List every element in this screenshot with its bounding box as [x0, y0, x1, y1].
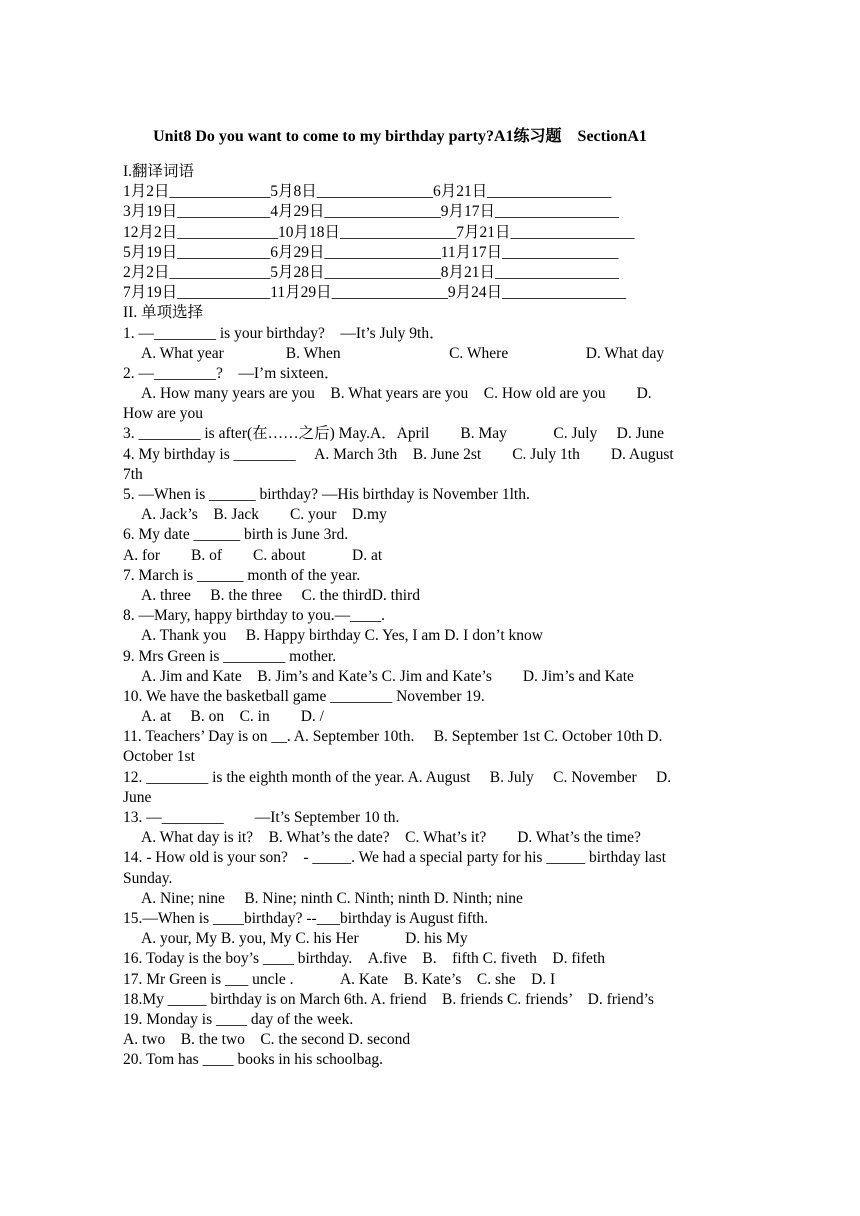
- text-line: II. 单项选择: [123, 304, 204, 322]
- text-line: 7月19日____________11月29日_______________9月24日________________: [123, 284, 627, 302]
- text-line: 19. Monday is ____ day of the week.: [123, 1010, 354, 1028]
- text-line: 12月2日_____________10月18日_______________7月21日________________: [123, 223, 635, 241]
- text-line: 4. My birthday is ________ A. March 3th B. June 2st C. July 1th D. August: [123, 445, 674, 463]
- page-title: Unit8 Do you want to come to my birthday party?A1练习题 SectionA1: [153, 128, 647, 145]
- text-line: June: [123, 788, 152, 806]
- document-body: [123, 162, 743, 1070]
- text-line: A. What day is it? B. What’s the date? C. What’s it? D. What’s the time?: [141, 829, 641, 847]
- text-line: 1. —________ is your birthday? —It’s July 9th．: [123, 324, 445, 342]
- text-line: A. How many years are you B. What years are you C. How old are you D.: [141, 385, 652, 403]
- text-line: 12. ________ is the eighth month of the year. A. August B. July C. November D.: [123, 768, 672, 786]
- text-line: A. three B. the three C. the thirdD. third: [141, 586, 420, 604]
- text-line: 18.My _____ birthday is on March 6th. A. friend B. friends C. friends’ D. friend’s: [123, 990, 654, 1008]
- text-line: 1月2日_____________5月8日_______________6月21日________________: [123, 183, 612, 201]
- text-line: I.翻译词语: [123, 163, 195, 180]
- text-line: A. What year B. When C. Where D. What day: [141, 344, 665, 362]
- text-line: A. your, My B. you, My C. his Her D. his My: [141, 930, 468, 948]
- text-line: A. two B. the two C. the second D. second: [123, 1031, 411, 1049]
- text-line: 17. Mr Green is ___ uncle . A. Kate B. Kate’s C. she D. I: [123, 970, 556, 988]
- text-line: Sunday.: [123, 869, 173, 887]
- text-line: 15.—When is ____birthday? --___birthday is August fifth.: [123, 909, 489, 927]
- text-line: 11. Teachers’ Day is on __. A. September 10th. B. September 1st C. October 10th D.: [123, 728, 663, 746]
- text-line: 6. My date ______ birth is June 3rd.: [123, 526, 349, 544]
- text-line: 8. —Mary, happy birthday to you.—____.: [123, 607, 386, 625]
- text-line: 3月19日____________4月29日_______________9月17日________________: [123, 203, 620, 221]
- text-line: A. Thank you B. Happy birthday C. Yes, I am D. I don’t know: [141, 627, 543, 645]
- text-line: A. Nine; nine B. Nine; ninth C. Ninth; ninth D. Ninth; nine: [141, 889, 523, 907]
- text-line: 7th: [123, 465, 143, 483]
- text-line: How are you: [123, 405, 204, 423]
- text-line: 5月19日____________6月29日_______________11月17日_______________: [123, 243, 619, 261]
- text-line: A. for B. of C. about D. at: [123, 546, 383, 564]
- text-line: 20. Tom has ____ books in his schoolbag.: [123, 1051, 383, 1069]
- text-line: 14. - How old is your son? - _____. We had a special party for his _____ birthday last: [123, 849, 667, 867]
- text-line: 5. —When is ______ birthday? —His birthday is November 1lth.: [123, 486, 530, 503]
- text-line: 2月2日_____________5月28日_______________8月21日________________: [123, 263, 620, 281]
- text-line: 13. —________ —It’s September 10 th.: [123, 809, 400, 826]
- text-line: October 1st: [123, 748, 195, 766]
- text-line: 9. Mrs Green is ________ mother.: [123, 647, 337, 665]
- text-line: 2. —________? —I’m sixteen．: [123, 364, 340, 382]
- text-line: 16. Today is the boy’s ____ birthday. A.five B. fifth C. fiveth D. fifeth: [123, 950, 605, 968]
- text-line: A. at B. on C. in D. /: [141, 708, 324, 726]
- text-line: 3. ________ is after(在……之后) May.A．April B. May C. July D. June: [123, 425, 665, 443]
- text-line: 7. March is ______ month of the year.: [123, 566, 361, 584]
- text-line: A. Jim and Kate B. Jim’s and Kate’s C. Jim and Kate’s D. Jim’s and Kate: [141, 667, 634, 685]
- text-line: 10. We have the basketball game ________ November 19.: [123, 687, 485, 705]
- text-line: A. Jack’s B. Jack C. your D.my: [141, 506, 387, 524]
